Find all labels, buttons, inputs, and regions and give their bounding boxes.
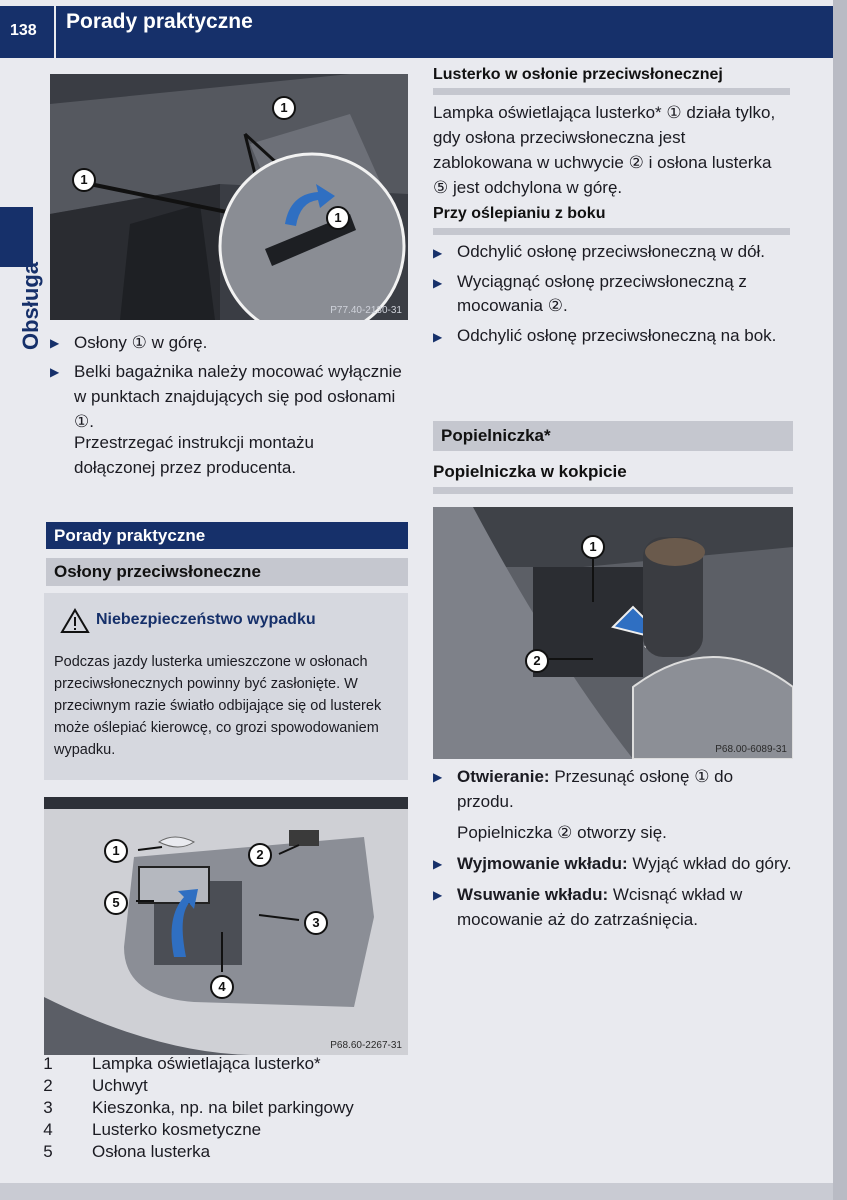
list-item: ▶ Odchylić osłonę przeciwsłoneczną w dół. [433, 240, 788, 264]
figure-sun-visor [44, 797, 408, 1055]
heading-visor-mirror: Lusterko w osłonie przeciwsłonecznej [433, 66, 723, 83]
callout-5: 5 [104, 891, 128, 915]
figure-ashtray [433, 507, 793, 759]
step-note: Popielniczka ② otworzy się. [457, 823, 667, 842]
heading-rule [433, 487, 793, 494]
legend-number: 1 [43, 1054, 53, 1073]
heading-rule [433, 228, 790, 235]
legend-row [38, 1141, 354, 1163]
callout-1: 1 [326, 206, 350, 230]
legend-text: Lampka oświetlająca lusterko* [92, 1054, 321, 1073]
callout-4: 4 [210, 975, 234, 999]
callout-1: 1 [72, 168, 96, 192]
figure-code: P68.60-2267-31 [330, 1040, 402, 1051]
legend-text: Uchwyt [92, 1076, 148, 1095]
section-ashtray: Popielniczka* [433, 421, 793, 451]
sun-visor-illustration [44, 797, 408, 1055]
installation-note: Przestrzegać instrukcji montażu dołączonej przez producenta. [74, 433, 314, 477]
legend-number: 5 [43, 1142, 53, 1161]
roof-covers-illustration [50, 74, 408, 320]
page-number: 138 [10, 22, 37, 39]
warning-title: Niebezpieczeństwo wypadku [96, 611, 316, 628]
side-tab-label: Obsługa [18, 262, 43, 351]
list-item: ▶ Belki bagażnika należy mocować wyłącznie w punktach znajdujących się pod osłonami ①. [50, 359, 412, 434]
legend-row [38, 1119, 354, 1141]
side-glare-steps [433, 240, 788, 348]
legend-row [38, 1097, 354, 1119]
page-edge [833, 0, 847, 1200]
page-title: Porady praktyczne [66, 10, 253, 33]
warning-triangle-icon [60, 608, 90, 634]
legend-row [38, 1075, 354, 1097]
heading-cockpit-ashtray: Popielniczka w kokpicie [433, 462, 627, 481]
legend-text: Lusterko kosmetyczne [92, 1120, 262, 1139]
step-label: Wyjmowanie wkładu: [457, 854, 628, 873]
step-label: Wsuwanie wkładu: [457, 885, 609, 904]
list-item-open [433, 764, 793, 845]
callout-1: 1 [581, 535, 605, 559]
callout-1: 1 [104, 839, 128, 863]
header-separator [54, 6, 56, 58]
visor-mirror-text: Lampka oświetlająca lusterko* ① działa tylko, gdy osłona przeciwsłoneczna jest zablokowana w uchwycie ② i osłona lusterka ⑤ jest odchylona w górę. [433, 103, 776, 197]
figure-roof-covers [50, 74, 408, 320]
figure-legend [38, 1053, 354, 1163]
section-practical-tips: Porady praktyczne [46, 522, 408, 549]
legend-text: Kieszonka, np. na bilet parkingowy [92, 1098, 354, 1117]
side-tab-marker [0, 207, 33, 267]
step-text: Wcisnąć wkład w mocowanie aż do zatrzaśnięcia. [457, 885, 743, 929]
callout-3: 3 [304, 911, 328, 935]
callout-2: 2 [248, 843, 272, 867]
legend-number: 4 [43, 1120, 53, 1139]
callout-2: 2 [525, 649, 549, 673]
list-item-insert [433, 882, 793, 932]
list-item: ▶ Odchylić osłonę przeciwsłoneczną na bok. [433, 324, 788, 348]
roof-rack-instructions [50, 330, 412, 434]
step-label: Otwieranie: [457, 767, 550, 786]
section-sun-visors: Osłony przeciwsłoneczne [46, 558, 408, 586]
legend-number: 2 [43, 1076, 53, 1095]
list-item: ▶ Osłony ① w górę. [50, 330, 412, 355]
heading-side-glare: Przy oślepianiu z boku [433, 205, 606, 222]
list-item: ▶ Wyciągnąć osłonę przeciwsłoneczną z mocowania ②. [433, 270, 788, 318]
legend-text: Osłona lusterka [92, 1142, 211, 1161]
step-text: Wyjąć wkład do góry. [632, 854, 792, 873]
ashtray-illustration [433, 507, 793, 759]
step-text: Przesunąć osłonę ① do przodu. [457, 767, 734, 811]
legend-number: 3 [43, 1098, 53, 1117]
callout-1: 1 [272, 96, 296, 120]
list-item-remove [433, 851, 793, 876]
figure-code: P68.00-6089-31 [715, 744, 787, 755]
ashtray-instructions [433, 764, 793, 932]
figure-code: P77.40-2130-31 [330, 305, 402, 316]
warning-text: Podczas jazdy lusterka umieszczone w osłonach przeciwsłonecznych powinny być zasłonięte. W przeciwnym razie światło odbijające się od lusterek może oślepiać kierowcę, co grozi spowodowaniem wypadku. [54, 654, 382, 758]
legend-row [38, 1053, 354, 1075]
heading-rule [433, 88, 790, 95]
